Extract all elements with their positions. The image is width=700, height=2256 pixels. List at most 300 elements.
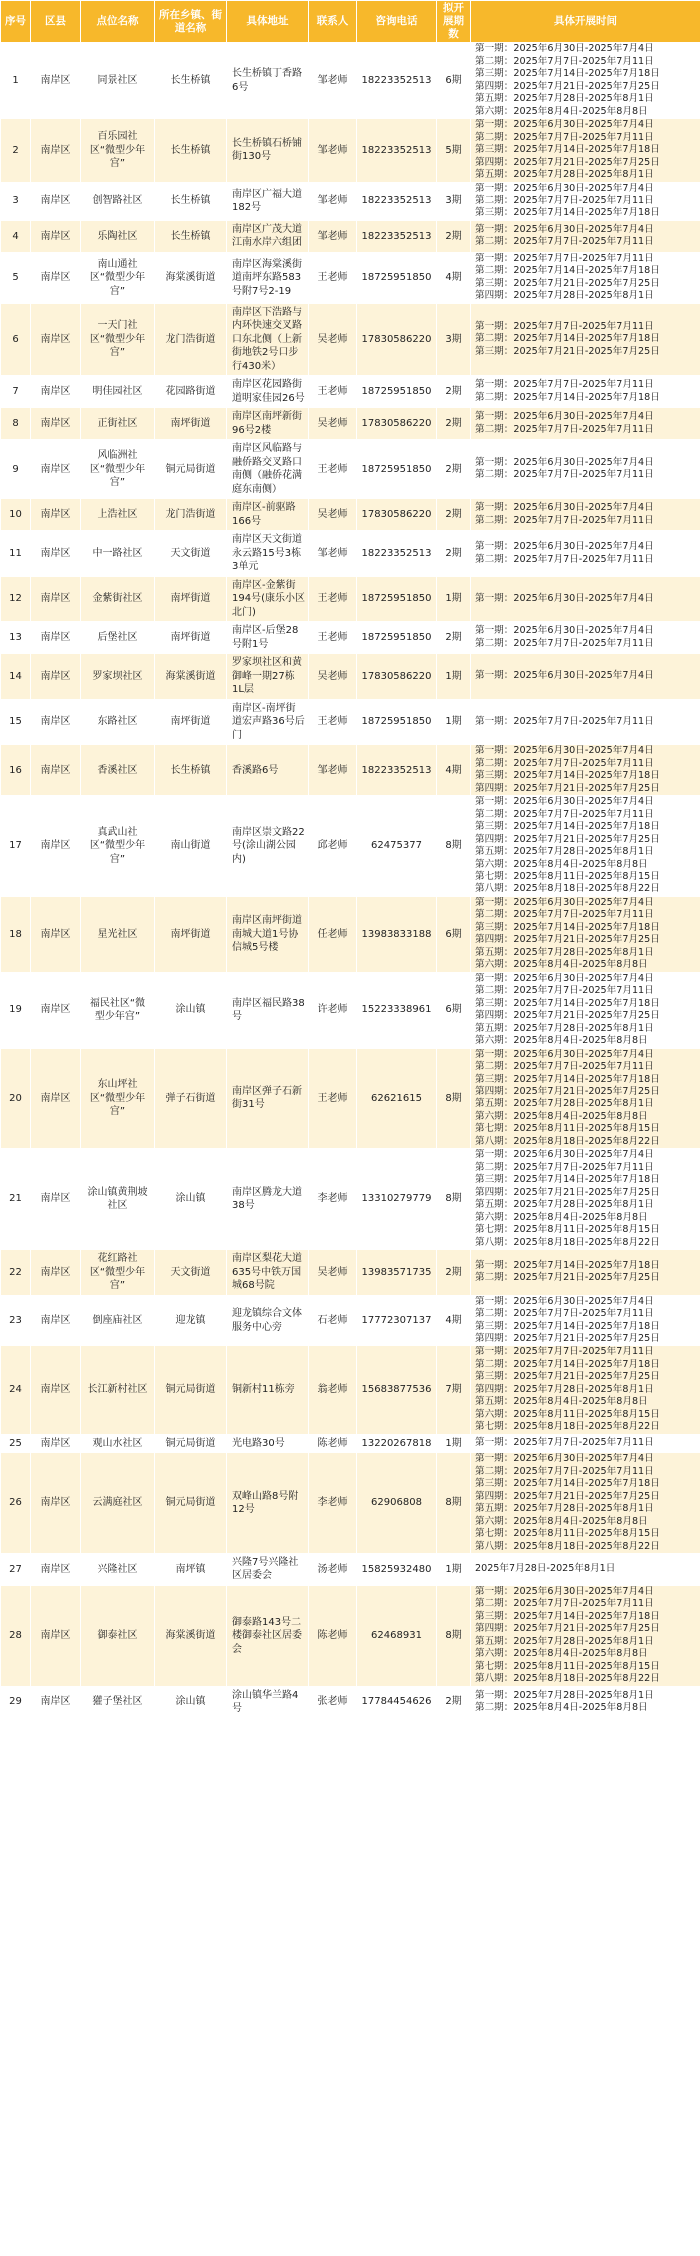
cell-district: 南岸区 xyxy=(31,220,81,252)
cell-district: 南岸区 xyxy=(31,1585,81,1686)
cell-town: 南坪街道 xyxy=(155,896,227,972)
cell-district: 南岸区 xyxy=(31,654,81,700)
cell-town: 铜元局街道 xyxy=(155,440,227,499)
cell-phone: 18223352513 xyxy=(357,220,437,252)
schedule-period: 第五期：2025年7月28日-2025年8月1日 xyxy=(475,1635,654,1647)
schedule-period: 第一期：2025年7月7日-2025年7月11日 xyxy=(475,252,654,264)
cell-contact: 任老师 xyxy=(309,896,357,972)
cell-district: 南岸区 xyxy=(31,440,81,499)
cell-schedule xyxy=(471,796,700,897)
cell-contact: 邹老师 xyxy=(309,745,357,796)
cell-district: 南岸区 xyxy=(31,1295,81,1346)
schedule-period: 第二期：2025年7月7日-2025年7月11日 xyxy=(475,423,654,435)
cell-town: 南坪街道 xyxy=(155,408,227,440)
cell-town: 迎龙镇 xyxy=(155,1295,227,1346)
schedule-period: 第七期：2025年8月11日-2025年8月15日 xyxy=(475,871,660,882)
schedule-period: 第二期：2025年7月14日-2025年7月18日 xyxy=(475,333,660,345)
cell-district: 南岸区 xyxy=(31,531,81,577)
cell-schedule xyxy=(471,1346,700,1434)
schedule-period: 第三期：2025年7月14日-2025年7月18日 xyxy=(475,207,660,219)
schedule-period: 第三期：2025年7月14日-2025年7月18日 xyxy=(475,144,660,156)
cell-schedule xyxy=(471,1434,700,1453)
schedule-period: 第一期：2025年6月30日-2025年7月4日 xyxy=(475,411,654,423)
cell-contact: 吴老师 xyxy=(309,499,357,531)
table-row xyxy=(1,972,700,1048)
schedule-period: 第四期：2025年7月21日-2025年7月25日 xyxy=(475,80,660,92)
cell-address: 铜新村11栋旁 xyxy=(227,1346,309,1434)
cell-site-name: 花红路社区“微型少年宫” xyxy=(81,1250,155,1296)
cell-index: 15 xyxy=(1,699,31,745)
cell-index: 11 xyxy=(1,531,31,577)
schedule-period: 第六期：2025年8月4日-2025年8月8日 xyxy=(475,1211,648,1223)
cell-periods: 2期 xyxy=(437,499,471,531)
schedule-period: 第六期：2025年8月4日-2025年8月8日 xyxy=(475,1648,648,1660)
cell-schedule xyxy=(471,1453,700,1554)
cell-periods: 1期 xyxy=(437,654,471,700)
header-phone: 咨询电话 xyxy=(357,1,437,43)
cell-address: 南岸区南坪街道南城大道1号协信城5号楼 xyxy=(227,896,309,972)
table-row xyxy=(1,576,700,622)
cell-phone: 18223352513 xyxy=(357,43,437,119)
schedule-period: 第二期：2025年7月7日-2025年7月11日 xyxy=(475,909,654,921)
schedule-period: 第二期：2025年7月14日-2025年7月18日 xyxy=(475,391,660,403)
cell-address: 南岸区腾龙大道38号 xyxy=(227,1149,309,1250)
schedule-period: 第五期：2025年7月28日-2025年8月1日 xyxy=(475,846,654,858)
cell-town: 涂山镇 xyxy=(155,1686,227,1718)
schedule-period: 第三期：2025年7月14日-2025年7月18日 xyxy=(475,1610,660,1622)
cell-index: 10 xyxy=(1,499,31,531)
cell-site-name: 獾子堡社区 xyxy=(81,1686,155,1718)
cell-site-name: 香溪社区 xyxy=(81,745,155,796)
cell-address: 罗家坝社区和黄御峰一期27栋1L层 xyxy=(227,654,309,700)
cell-schedule xyxy=(471,576,700,622)
cell-town: 花园路街道 xyxy=(155,376,227,408)
schedule-period: 第六期：2025年8月11日-2025年8月15日 xyxy=(475,1408,660,1420)
schedule-period: 第七期：2025年8月11日-2025年8月15日 xyxy=(475,1660,660,1672)
table-row xyxy=(1,1585,700,1686)
cell-district: 南岸区 xyxy=(31,699,81,745)
cell-town: 铜元局街道 xyxy=(155,1453,227,1554)
schedule-period: 第三期：2025年7月14日-2025年7月18日 xyxy=(475,1174,660,1186)
cell-schedule xyxy=(471,745,700,796)
cell-contact: 张老师 xyxy=(309,1686,357,1718)
cell-address: 兴隆7号兴隆社区居委会 xyxy=(227,1553,309,1585)
cell-periods: 3期 xyxy=(437,303,471,376)
cell-index: 1 xyxy=(1,43,31,119)
schedule-period: 第二期：2025年7月7日-2025年7月11日 xyxy=(475,1308,654,1320)
schedule-period: 第四期：2025年7月28日-2025年8月1日 xyxy=(475,290,654,302)
cell-contact: 许老师 xyxy=(309,972,357,1048)
cell-phone: 18725951850 xyxy=(357,622,437,654)
cell-site-name: 星光社区 xyxy=(81,896,155,972)
cell-district: 南岸区 xyxy=(31,576,81,622)
schedule-period: 第一期：2025年6月30日-2025年7月4日 xyxy=(475,1149,654,1161)
schedule-period: 第七期：2025年8月18日-2025年8月22日 xyxy=(475,1421,660,1433)
schedule-period: 第二期：2025年7月7日-2025年7月11日 xyxy=(475,1598,654,1610)
schedule-period: 第二期：2025年7月7日-2025年7月11日 xyxy=(475,757,654,769)
table-row xyxy=(1,622,700,654)
table-row xyxy=(1,1553,700,1585)
cell-town: 海棠溪街道 xyxy=(155,1585,227,1686)
cell-index: 26 xyxy=(1,1453,31,1554)
cell-address: 双峰山路8号附12号 xyxy=(227,1453,309,1554)
cell-contact: 王老师 xyxy=(309,376,357,408)
cell-periods: 8期 xyxy=(437,1149,471,1250)
cell-site-name: 云满庭社区 xyxy=(81,1453,155,1554)
cell-town: 海棠溪街道 xyxy=(155,654,227,700)
cell-periods: 2期 xyxy=(437,408,471,440)
schedule-period: 第四期：2025年7月21日-2025年7月25日 xyxy=(475,1010,660,1022)
schedule-period: 第一期：2025年6月30日-2025年7月4日 xyxy=(475,541,654,553)
schedule-period: 第四期：2025年7月21日-2025年7月25日 xyxy=(475,156,660,168)
schedule-period: 第四期：2025年7月21日-2025年7月25日 xyxy=(475,1332,660,1344)
cell-address: 香溪路6号 xyxy=(227,745,309,796)
cell-phone: 18725951850 xyxy=(357,576,437,622)
table-row xyxy=(1,699,700,745)
cell-address: 南岸区天文街道永云路15号3栋3单元 xyxy=(227,531,309,577)
schedule-period: 第五期：2025年8月4日-2025年8月8日 xyxy=(475,1396,648,1408)
cell-contact: 吴老师 xyxy=(309,303,357,376)
cell-schedule xyxy=(471,531,700,577)
cell-contact: 吴老师 xyxy=(309,1250,357,1296)
cell-periods: 1期 xyxy=(437,1553,471,1585)
cell-contact: 吴老师 xyxy=(309,408,357,440)
cell-periods: 2期 xyxy=(437,622,471,654)
table-row xyxy=(1,252,700,303)
cell-index: 13 xyxy=(1,622,31,654)
cell-phone: 17830586220 xyxy=(357,499,437,531)
cell-contact: 汤老师 xyxy=(309,1553,357,1585)
cell-town: 龙门浩街道 xyxy=(155,303,227,376)
cell-phone: 18725951850 xyxy=(357,440,437,499)
table-row xyxy=(1,220,700,252)
schedule-period: 第七期：2025年8月11日-2025年8月15日 xyxy=(475,1528,660,1540)
cell-index: 2 xyxy=(1,119,31,182)
schedule-period: 第一期：2025年6月30日-2025年7月4日 xyxy=(475,1295,654,1307)
cell-site-name: 中一路社区 xyxy=(81,531,155,577)
cell-index: 6 xyxy=(1,303,31,376)
header-periods: 拟开展期数 xyxy=(437,1,471,43)
schedule-period: 第一期：2025年6月30日-2025年7月4日 xyxy=(475,796,654,808)
cell-contact: 邹老师 xyxy=(309,531,357,577)
schedule-period: 第六期：2025年8月4日-2025年8月8日 xyxy=(475,1110,648,1122)
schedule-period: 第四期：2025年7月21日-2025年7月25日 xyxy=(475,1490,660,1502)
cell-district: 南岸区 xyxy=(31,622,81,654)
cell-phone: 62468931 xyxy=(357,1585,437,1686)
cell-contact: 吴老师 xyxy=(309,654,357,700)
cell-town: 铜元局街道 xyxy=(155,1434,227,1453)
cell-periods: 6期 xyxy=(437,43,471,119)
cell-schedule xyxy=(471,1686,700,1718)
schedule-period: 第三期：2025年7月14日-2025年7月18日 xyxy=(475,68,660,80)
schedule-period: 第五期：2025年7月28日-2025年8月1日 xyxy=(475,946,654,958)
cell-district: 南岸区 xyxy=(31,119,81,182)
cell-site-name: 南山通社区“微型少年宫” xyxy=(81,252,155,303)
cell-address: 南岸区广茂大道江南水岸六组团 xyxy=(227,220,309,252)
cell-site-name: 福民社区“微型少年宫” xyxy=(81,972,155,1048)
schedule-period: 第二期：2025年7月7日-2025年7月11日 xyxy=(475,808,654,820)
cell-periods: 8期 xyxy=(437,796,471,897)
table-row xyxy=(1,376,700,408)
cell-site-name: 一天门社区“微型少年宫” xyxy=(81,303,155,376)
schedule-period: 第一期：2025年6月30日-2025年7月4日 xyxy=(475,182,654,194)
cell-periods: 3期 xyxy=(437,182,471,220)
cell-town: 弹子石街道 xyxy=(155,1048,227,1149)
cell-town: 南坪街道 xyxy=(155,699,227,745)
cell-district: 南岸区 xyxy=(31,499,81,531)
schedule-period: 第四期：2025年7月21日-2025年7月25日 xyxy=(475,1085,660,1097)
cell-address: 南岸区福民路38号 xyxy=(227,972,309,1048)
cell-schedule xyxy=(471,440,700,499)
cell-index: 18 xyxy=(1,896,31,972)
schedule-period: 第二期：2025年7月14日-2025年7月18日 xyxy=(475,1358,660,1370)
cell-address: 长生桥镇石桥铺街130号 xyxy=(227,119,309,182)
cell-schedule xyxy=(471,699,700,745)
cell-town: 南坪镇 xyxy=(155,1553,227,1585)
table-row xyxy=(1,1346,700,1434)
table-row xyxy=(1,303,700,376)
cell-address: 南岸区-后堡28号附1号 xyxy=(227,622,309,654)
cell-schedule xyxy=(471,622,700,654)
cell-index: 5 xyxy=(1,252,31,303)
cell-district: 南岸区 xyxy=(31,896,81,972)
table-header-row xyxy=(1,1,700,43)
cell-site-name: 倒座庙社区 xyxy=(81,1295,155,1346)
cell-contact: 王老师 xyxy=(309,440,357,499)
schedule-period: 第三期：2025年7月14日-2025年7月18日 xyxy=(475,997,660,1009)
cell-site-name: 创智路社区 xyxy=(81,182,155,220)
header-contact: 联系人 xyxy=(309,1,357,43)
schedule-period: 第七期：2025年8月11日-2025年8月15日 xyxy=(475,1224,660,1236)
cell-site-name: 金紫街社区 xyxy=(81,576,155,622)
schedule-period: 第四期：2025年7月21日-2025年7月25日 xyxy=(475,1623,660,1635)
schedule-period: 第一期：2025年6月30日-2025年7月4日 xyxy=(475,745,654,757)
schedule-period: 第一期：2025年6月30日-2025年7月4日 xyxy=(475,43,654,55)
cell-index: 14 xyxy=(1,654,31,700)
table-row xyxy=(1,1149,700,1250)
cell-town: 天文街道 xyxy=(155,1250,227,1296)
schedule-period: 第三期：2025年7月14日-2025年7月18日 xyxy=(475,1073,660,1085)
cell-address: 长生桥镇丁香路6号 xyxy=(227,43,309,119)
table-row xyxy=(1,1048,700,1149)
cell-phone: 17830586220 xyxy=(357,654,437,700)
cell-address: 涂山镇华兰路4号 xyxy=(227,1686,309,1718)
table-row xyxy=(1,408,700,440)
cell-schedule xyxy=(471,119,700,182)
schedule-period: 第一期：2025年6月30日-2025年7月4日 xyxy=(475,456,654,468)
cell-index: 8 xyxy=(1,408,31,440)
cell-index: 16 xyxy=(1,745,31,796)
cell-index: 19 xyxy=(1,972,31,1048)
cell-contact: 邹老师 xyxy=(309,220,357,252)
schedule-period: 第六期：2025年8月4日-2025年8月8日 xyxy=(475,858,648,870)
table-row xyxy=(1,1295,700,1346)
cell-phone: 17830586220 xyxy=(357,303,437,376)
schedule-period: 第一期：2025年7月7日-2025年7月11日 xyxy=(475,715,654,727)
cell-schedule xyxy=(471,1048,700,1149)
cell-schedule xyxy=(471,972,700,1048)
cell-schedule xyxy=(471,408,700,440)
schedule-period: 第一期：2025年6月30日-2025年7月4日 xyxy=(475,1585,654,1597)
header-town: 所在乡镇、街道名称 xyxy=(155,1,227,43)
schedule-period: 第一期：2025年7月7日-2025年7月11日 xyxy=(475,1346,654,1358)
cell-district: 南岸区 xyxy=(31,1048,81,1149)
cell-phone: 17784454626 xyxy=(357,1686,437,1718)
cell-phone: 62906808 xyxy=(357,1453,437,1554)
cell-periods: 5期 xyxy=(437,119,471,182)
table-row xyxy=(1,43,700,119)
schedule-period: 第二期：2025年7月14日-2025年7月18日 xyxy=(475,265,660,277)
cell-site-name: 同景社区 xyxy=(81,43,155,119)
cell-contact: 邹老师 xyxy=(309,182,357,220)
cell-town: 长生桥镇 xyxy=(155,43,227,119)
cell-town: 涂山镇 xyxy=(155,1149,227,1250)
cell-site-name: 罗家坝社区 xyxy=(81,654,155,700)
cell-address: 光电路30号 xyxy=(227,1434,309,1453)
cell-periods: 1期 xyxy=(437,1434,471,1453)
cell-phone: 18223352513 xyxy=(357,745,437,796)
cell-schedule xyxy=(471,1553,700,1585)
cell-town: 长生桥镇 xyxy=(155,182,227,220)
cell-site-name: 兴隆社区 xyxy=(81,1553,155,1585)
schedule-period: 第一期：2025年7月7日-2025年7月11日 xyxy=(475,320,654,332)
cell-index: 29 xyxy=(1,1686,31,1718)
schedule-period: 第五期：2025年7月28日-2025年8月1日 xyxy=(475,93,654,105)
schedule-period: 第一期：2025年6月30日-2025年7月4日 xyxy=(475,1453,654,1465)
cell-phone: 18725951850 xyxy=(357,699,437,745)
table-row xyxy=(1,654,700,700)
cell-contact: 王老师 xyxy=(309,576,357,622)
table-body xyxy=(1,43,700,1718)
schedule-period: 第六期：2025年8月4日-2025年8月8日 xyxy=(475,959,648,971)
schedule-period: 第二期：2025年7月7日-2025年7月11日 xyxy=(475,55,654,67)
schedule-period: 第二期：2025年8月4日-2025年8月8日 xyxy=(475,1702,648,1714)
cell-index: 24 xyxy=(1,1346,31,1434)
schedule-period: 第二期：2025年7月7日-2025年7月11日 xyxy=(475,195,654,206)
cell-town: 南坪街道 xyxy=(155,576,227,622)
cell-site-name: 后堡社区 xyxy=(81,622,155,654)
cell-contact: 翁老师 xyxy=(309,1346,357,1434)
cell-site-name: 东路社区 xyxy=(81,699,155,745)
schedule-period: 第三期：2025年7月14日-2025年7月18日 xyxy=(475,1478,660,1490)
cell-site-name: 正街社区 xyxy=(81,408,155,440)
cell-site-name: 风临洲社区“微型少年宫” xyxy=(81,440,155,499)
cell-phone: 13983833188 xyxy=(357,896,437,972)
cell-periods: 4期 xyxy=(437,745,471,796)
header-district: 区县 xyxy=(31,1,81,43)
cell-address: 御泰路143号二楼御泰社区居委会 xyxy=(227,1585,309,1686)
schedule-period: 第二期：2025年7月7日-2025年7月11日 xyxy=(475,985,654,997)
cell-district: 南岸区 xyxy=(31,1553,81,1585)
cell-schedule xyxy=(471,376,700,408)
cell-index: 20 xyxy=(1,1048,31,1149)
cell-schedule xyxy=(471,252,700,303)
cell-schedule xyxy=(471,1250,700,1296)
table-row xyxy=(1,1686,700,1718)
cell-index: 7 xyxy=(1,376,31,408)
cell-site-name: 东山坪社区“微型少年宫” xyxy=(81,1048,155,1149)
schedule-period: 第四期：2025年7月21日-2025年7月25日 xyxy=(475,934,660,946)
cell-district: 南岸区 xyxy=(31,1346,81,1434)
table-row xyxy=(1,531,700,577)
cell-contact: 李老师 xyxy=(309,1149,357,1250)
cell-index: 9 xyxy=(1,440,31,499)
cell-town: 长生桥镇 xyxy=(155,745,227,796)
cell-schedule xyxy=(471,182,700,220)
schedule-period: 第二期：2025年7月7日-2025年7月11日 xyxy=(475,131,654,143)
cell-periods: 4期 xyxy=(437,252,471,303)
cell-periods: 2期 xyxy=(437,376,471,408)
cell-phone: 15825932480 xyxy=(357,1553,437,1585)
cell-contact: 陈老师 xyxy=(309,1585,357,1686)
cell-district: 南岸区 xyxy=(31,1434,81,1453)
cell-index: 21 xyxy=(1,1149,31,1250)
schedule-period: 第三期：2025年7月14日-2025年7月18日 xyxy=(475,921,660,933)
schedule-period: 第一期：2025年6月30日-2025年7月4日 xyxy=(475,502,654,514)
cell-district: 南岸区 xyxy=(31,43,81,119)
schedule-period: 第三期：2025年7月14日-2025年7月18日 xyxy=(475,770,660,782)
cell-contact: 王老师 xyxy=(309,252,357,303)
cell-address: 南岸区风临路与融侨路交叉路口南侧（融侨花满庭东南侧） xyxy=(227,440,309,499)
cell-phone: 18223352513 xyxy=(357,531,437,577)
cell-periods: 2期 xyxy=(437,220,471,252)
table-row xyxy=(1,499,700,531)
cell-periods: 2期 xyxy=(437,1686,471,1718)
cell-phone: 18223352513 xyxy=(357,182,437,220)
cell-district: 南岸区 xyxy=(31,252,81,303)
cell-schedule xyxy=(471,499,700,531)
cell-index: 25 xyxy=(1,1434,31,1453)
schedule-period: 第四期：2025年7月21日-2025年7月25日 xyxy=(475,833,660,845)
cell-district: 南岸区 xyxy=(31,796,81,897)
schedule-period: 第六期：2025年8月4日-2025年8月8日 xyxy=(475,105,648,117)
cell-town: 长生桥镇 xyxy=(155,220,227,252)
cell-address: 南岸区弹子石新街31号 xyxy=(227,1048,309,1149)
cell-index: 28 xyxy=(1,1585,31,1686)
header-schedule: 具体开展时间 xyxy=(471,1,700,43)
table-row xyxy=(1,896,700,972)
schedule-period: 第一期：2025年6月30日-2025年7月4日 xyxy=(475,625,654,637)
cell-contact: 王老师 xyxy=(309,699,357,745)
cell-phone: 18223352513 xyxy=(357,119,437,182)
cell-index: 3 xyxy=(1,182,31,220)
table-row xyxy=(1,745,700,796)
schedule-period: 第六期：2025年8月4日-2025年8月8日 xyxy=(475,1515,648,1527)
header-site-name: 点位名称 xyxy=(81,1,155,43)
cell-district: 南岸区 xyxy=(31,1250,81,1296)
schedule-period: 第五期：2025年7月28日-2025年8月1日 xyxy=(475,169,654,181)
cell-periods: 2期 xyxy=(437,531,471,577)
cell-phone: 13220267818 xyxy=(357,1434,437,1453)
cell-site-name: 百乐园社区“微型少年宫” xyxy=(81,119,155,182)
cell-site-name: 观山水社区 xyxy=(81,1434,155,1453)
schedule-period: 第五期：2025年7月28日-2025年8月1日 xyxy=(475,1022,654,1034)
header-address: 具体地址 xyxy=(227,1,309,43)
cell-district: 南岸区 xyxy=(31,408,81,440)
schedule-period: 第二期：2025年7月7日-2025年7月11日 xyxy=(475,553,654,565)
schedule-period: 第二期：2025年7月7日-2025年7月11日 xyxy=(475,1061,654,1073)
cell-town: 南坪街道 xyxy=(155,622,227,654)
cell-contact: 邱老师 xyxy=(309,796,357,897)
cell-contact: 陈老师 xyxy=(309,1434,357,1453)
schedule-period: 第八期：2025年8月18日-2025年8月22日 xyxy=(475,883,660,895)
cell-phone: 15683877536 xyxy=(357,1346,437,1434)
schedule-period: 第八期：2025年8月18日-2025年8月22日 xyxy=(475,1236,660,1248)
cell-site-name: 御泰社区 xyxy=(81,1585,155,1686)
schedule-period: 第二期：2025年7月7日-2025年7月11日 xyxy=(475,236,654,248)
cell-index: 17 xyxy=(1,796,31,897)
cell-site-name: 涂山镇黄荆坡社区 xyxy=(81,1149,155,1250)
